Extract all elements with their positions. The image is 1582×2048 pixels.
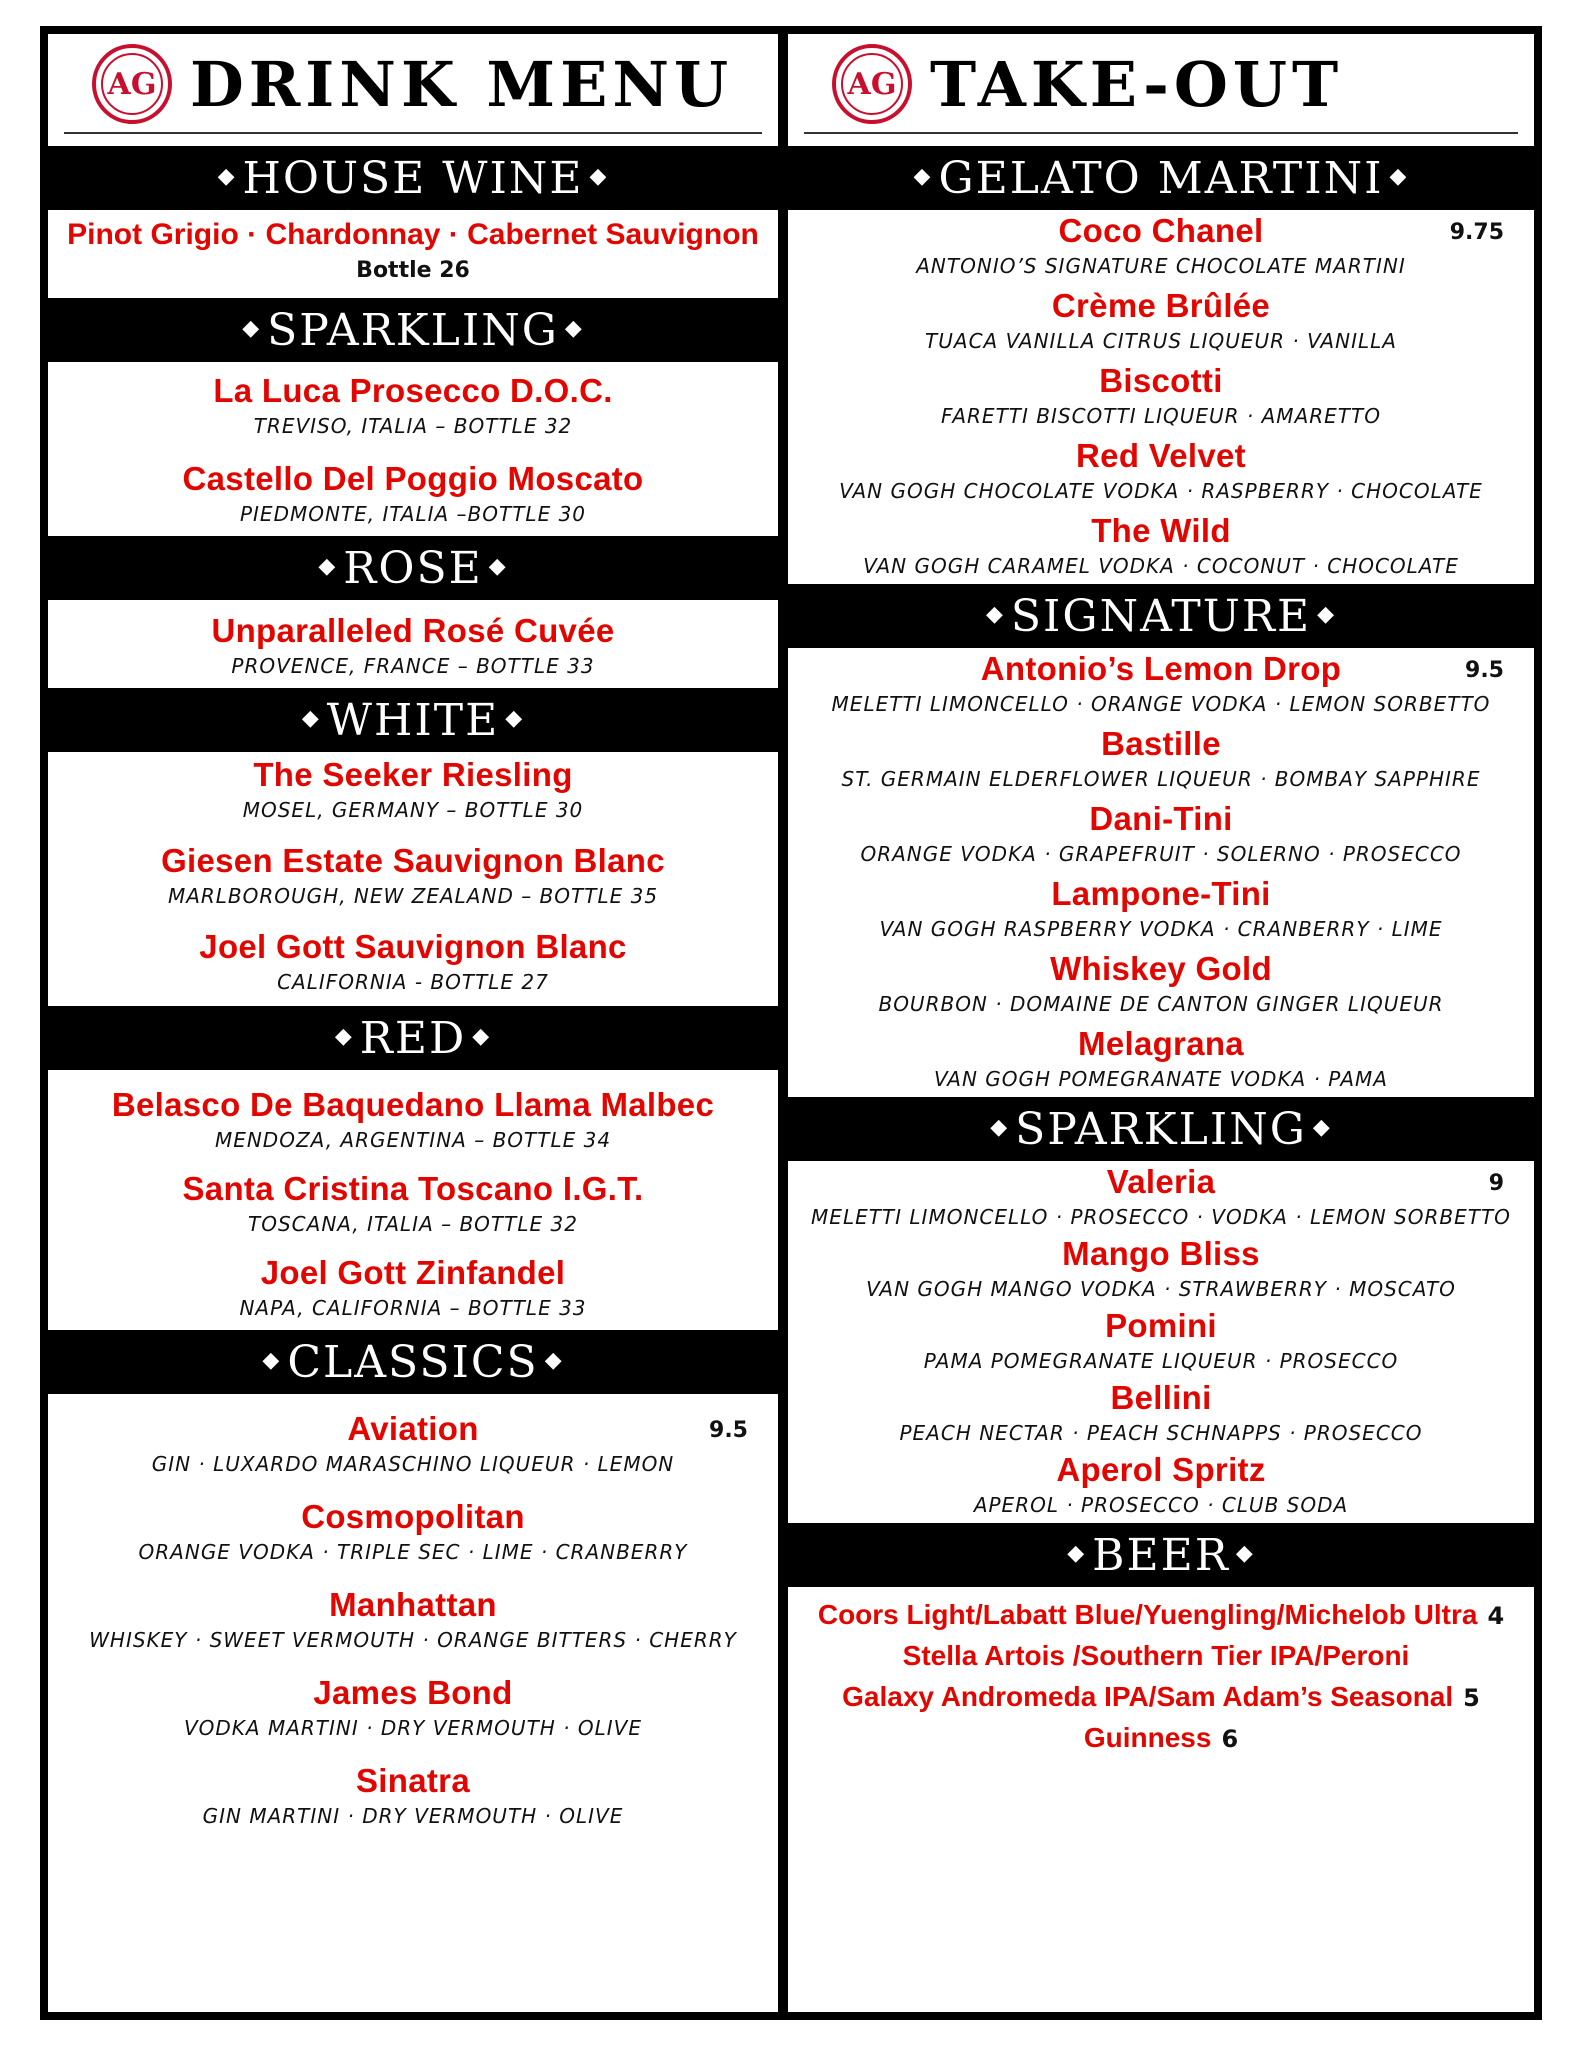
- beer-names: Stella Artois /Southern Tier IPA/Peroni: [902, 1640, 1410, 1671]
- item-description: TUACA VANILLA CITRUS LIQUEUR · VANILLA: [925, 329, 1397, 353]
- beer-names: Coors Light/Labatt Blue/Yuengling/Michelob Ultra: [817, 1599, 1478, 1630]
- item-name: Aviation: [347, 1410, 479, 1447]
- item-description: TOSCANA, ITALIA – BOTTLE 32: [248, 1212, 578, 1236]
- item-name: The Wild: [1091, 512, 1231, 549]
- section-title: CLASSICS: [287, 1336, 539, 1388]
- item-name: Joel Gott Sauvignon Blanc: [199, 928, 627, 965]
- diamond-icon: ◆: [505, 705, 525, 731]
- diamond-icon: ◆: [262, 1347, 282, 1373]
- menu-item: [58, 1408, 768, 1478]
- item-name: James Bond: [313, 1674, 513, 1711]
- item-description: TREVISO, ITALIA – BOTTLE 32: [253, 414, 573, 438]
- diamond-icon: ◆: [334, 1023, 354, 1049]
- diamond-icon: ◆: [472, 1023, 492, 1049]
- diamond-icon: ◆: [1317, 601, 1337, 627]
- diamond-icon: ◆: [301, 705, 321, 731]
- item-description: PROVENCE, FRANCE – BOTTLE 33: [231, 654, 595, 678]
- item-name: Aperol Spritz: [1056, 1451, 1266, 1488]
- column-divider: [778, 26, 788, 2020]
- menu-item: [798, 285, 1524, 355]
- item-name: Bastille: [1101, 725, 1221, 762]
- beer-names: Guinness: [1083, 1722, 1212, 1753]
- item-name: Giesen Estate Sauvignon Blanc: [161, 842, 665, 879]
- item-description: ANTONIO’S SIGNATURE CHOCOLATE MARTINI: [916, 254, 1406, 278]
- item-description: GIN · LUXARDO MARASCHINO LIQUEUR · LEMON: [151, 1452, 675, 1476]
- item-name: Whiskey Gold: [1050, 950, 1272, 987]
- beer-line: [798, 1677, 1524, 1718]
- beer-line: [798, 1636, 1524, 1677]
- section-band-rose: [48, 536, 778, 600]
- diamond-icon: ◆: [564, 315, 584, 341]
- menu-item: [798, 1161, 1524, 1231]
- menu-item: [58, 370, 768, 440]
- restaurant-logo: [92, 44, 172, 124]
- diamond-icon: ◆: [1067, 1540, 1087, 1566]
- section-band-sparkling-wine: [48, 298, 778, 362]
- diamond-icon: ◆: [1235, 1540, 1255, 1566]
- item-description: CALIFORNIA - BOTTLE 27: [277, 970, 549, 994]
- beer-price: 4: [1487, 1602, 1505, 1630]
- item-description: MARLBOROUGH, NEW ZEALAND – BOTTLE 35: [167, 884, 659, 908]
- menu-item: [798, 723, 1524, 793]
- menu-item: [798, 948, 1524, 1018]
- menu-item: [58, 754, 768, 824]
- diamond-icon: ◆: [990, 1114, 1010, 1140]
- section-title: SIGNATURE: [1010, 590, 1312, 642]
- item-name: Valeria: [1106, 1163, 1216, 1200]
- menu-item: [58, 1496, 768, 1566]
- item-description: ORANGE VODKA · TRIPLE SEC · LIME · CRANBERRY: [138, 1540, 688, 1564]
- section-band-red: [48, 1006, 778, 1070]
- item-description: ST. GERMAIN ELDERFLOWER LIQUEUR · BOMBAY SAPPHIRE: [841, 767, 1481, 791]
- section-band-house-wine: [48, 146, 778, 210]
- beer-names: Galaxy Andromeda IPA/Sam Adam’s Seasonal: [842, 1681, 1454, 1712]
- menu-item: [798, 1023, 1524, 1093]
- drink-menu-column: [48, 34, 778, 1830]
- menu-item: [798, 1305, 1524, 1375]
- section-band-sparkling-cocktails: [788, 1097, 1534, 1161]
- section-title: SPARKLING: [267, 304, 559, 356]
- restaurant-logo: [832, 44, 912, 124]
- item-name: Coco Chanel: [1058, 212, 1264, 249]
- diamond-icon: ◆: [913, 163, 933, 189]
- page-title: TAKE-OUT: [930, 47, 1344, 121]
- item-description: MENDOZA, ARGENTINA – BOTTLE 34: [214, 1128, 612, 1152]
- section-price: 9.5: [709, 1418, 748, 1443]
- item-name: Castello Del Poggio Moscato: [182, 460, 644, 497]
- item-description: MOSEL, GERMANY – BOTTLE 30: [242, 798, 584, 822]
- section-price: 9: [1488, 1171, 1504, 1196]
- section-title: GELATO MARTINI: [938, 152, 1384, 204]
- item-description: VAN GOGH MANGO VODKA · STRAWBERRY · MOSCATO: [866, 1277, 1456, 1301]
- menu-item: [58, 1084, 768, 1154]
- section-band-signature: [788, 584, 1534, 648]
- item-name: Melagrana: [1078, 1025, 1244, 1062]
- section-price: 9.5: [1465, 658, 1504, 683]
- item-description: MELETTI LIMONCELLO · ORANGE VODKA · LEMON SORBETTO: [831, 692, 1491, 716]
- menu-item: [58, 610, 768, 680]
- section-title: SPARKLING: [1015, 1103, 1307, 1155]
- menu-item: [58, 840, 768, 910]
- item-description: PIEDMONTE, ITALIA –BOTTLE 30: [239, 502, 587, 526]
- item-name: Cosmopolitan: [301, 1498, 525, 1535]
- diamond-icon: ◆: [318, 553, 338, 579]
- item-name: Crème Brûlée: [1051, 287, 1271, 324]
- section-band-classics: [48, 1330, 778, 1394]
- item-description: VAN GOGH RASPBERRY VODKA · CRANBERRY · LIME: [879, 917, 1443, 941]
- drink-menu-header: [48, 34, 778, 134]
- item-name: Pomini: [1105, 1307, 1217, 1344]
- item-name: Santa Cristina Toscano I.G.T.: [182, 1170, 644, 1207]
- diamond-icon: ◆: [242, 315, 262, 341]
- item-description: VAN GOGH POMEGRANATE VODKA · PAMA: [933, 1067, 1388, 1091]
- menu-item: [58, 1672, 768, 1742]
- logo-monogram: AG: [847, 66, 897, 102]
- section-title: ROSE: [343, 542, 483, 594]
- section-title: HOUSE WINE: [242, 152, 584, 204]
- diamond-icon: ◆: [488, 553, 508, 579]
- menu-item: [58, 1252, 768, 1322]
- menu-item: [798, 1377, 1524, 1447]
- diamond-icon: ◆: [544, 1347, 564, 1373]
- section-band-white: [48, 688, 778, 752]
- header-rule: [64, 132, 762, 134]
- menu-item: [798, 435, 1524, 505]
- item-name: The Seeker Riesling: [253, 756, 573, 793]
- menu-item: [58, 458, 768, 528]
- item-name: Mango Bliss: [1062, 1235, 1260, 1272]
- item-name: Red Velvet: [1076, 437, 1246, 474]
- menu-item: [798, 510, 1524, 580]
- item-description: VODKA MARTINI · DRY VERMOUTH · OLIVE: [183, 1716, 642, 1740]
- beer-price: 5: [1463, 1684, 1480, 1712]
- item-name: Lampone-Tini: [1051, 875, 1271, 912]
- item-description: WHISKEY · SWEET VERMOUTH · ORANGE BITTERS · CHERRY: [89, 1628, 737, 1652]
- section-band-gelato-martini: [788, 146, 1534, 210]
- menu-item: [798, 1449, 1524, 1519]
- item-description: NAPA, CALIFORNIA – BOTTLE 33: [239, 1296, 587, 1320]
- take-out-header: [788, 34, 1534, 134]
- section-title: WHITE: [326, 694, 500, 746]
- diamond-icon: ◆: [589, 163, 609, 189]
- menu-item: [798, 1233, 1524, 1303]
- item-description: ORANGE VODKA · GRAPEFRUIT · SOLERNO · PROSECCO: [860, 842, 1462, 866]
- item-description: PEACH NECTAR · PEACH SCHNAPPS · PROSECCO: [899, 1421, 1423, 1445]
- menu-item: [58, 1168, 768, 1238]
- section-price: 9.75: [1449, 220, 1504, 245]
- header-rule: [804, 132, 1518, 134]
- beer-price: 6: [1221, 1725, 1239, 1753]
- menu-item: [58, 926, 768, 996]
- item-description: VAN GOGH CHOCOLATE VODKA · RASPBERRY · CHOCOLATE: [839, 479, 1483, 503]
- diamond-icon: ◆: [217, 163, 237, 189]
- diamond-icon: ◆: [1312, 1114, 1332, 1140]
- logo-monogram: AG: [107, 66, 157, 102]
- menu-item: [58, 1760, 768, 1830]
- item-name: La Luca Prosecco D.O.C.: [213, 372, 613, 409]
- beer-line: [798, 1595, 1524, 1636]
- menu-item: [798, 210, 1524, 280]
- item-description: FARETTI BISCOTTI LIQUEUR · AMARETTO: [941, 404, 1381, 428]
- diamond-icon: ◆: [985, 601, 1005, 627]
- menu-item: [798, 798, 1524, 868]
- item-name: Unparalleled Rosé Cuvée: [211, 612, 615, 649]
- item-name: Manhattan: [329, 1586, 497, 1623]
- menu-item: [798, 873, 1524, 943]
- item-description: VAN GOGH CARAMEL VODKA · COCONUT · CHOCOLATE: [863, 554, 1459, 578]
- take-out-column: [788, 34, 1534, 1759]
- diamond-icon: ◆: [1389, 163, 1409, 189]
- item-description: PAMA POMEGRANATE LIQUEUR · PROSECCO: [923, 1349, 1399, 1373]
- house-wine-list: Pinot Grigio · Chardonnay · Cabernet Sauvignon: [67, 218, 759, 251]
- menu-item: [58, 1584, 768, 1654]
- section-title: BEER: [1092, 1529, 1230, 1581]
- item-name: Antonio’s Lemon Drop: [980, 650, 1342, 687]
- section-title: RED: [359, 1012, 467, 1064]
- item-description: GIN MARTINI · DRY VERMOUTH · OLIVE: [202, 1804, 624, 1828]
- item-name: Biscotti: [1099, 362, 1223, 399]
- item-description: MELETTI LIMONCELLO · PROSECCO · VODKA · LEMON SORBETTO: [811, 1205, 1511, 1229]
- page-title: DRINK MENU: [190, 47, 734, 121]
- menu-item: [798, 648, 1524, 718]
- item-name: Joel Gott Zinfandel: [260, 1254, 566, 1291]
- item-description: APEROL · PROSECCO · CLUB SODA: [973, 1493, 1349, 1517]
- item-description: BOURBON · DOMAINE DE CANTON GINGER LIQUEUR: [878, 992, 1444, 1016]
- beer-line: [798, 1718, 1524, 1759]
- item-name: Belasco De Baquedano Llama Malbec: [111, 1086, 715, 1123]
- item-name: Bellini: [1110, 1379, 1212, 1416]
- section-band-beer: [788, 1523, 1534, 1587]
- house-wine-bottle: Bottle 26: [356, 258, 470, 283]
- item-name: Dani-Tini: [1089, 800, 1233, 837]
- item-name: Sinatra: [356, 1762, 470, 1799]
- menu-item: [798, 360, 1524, 430]
